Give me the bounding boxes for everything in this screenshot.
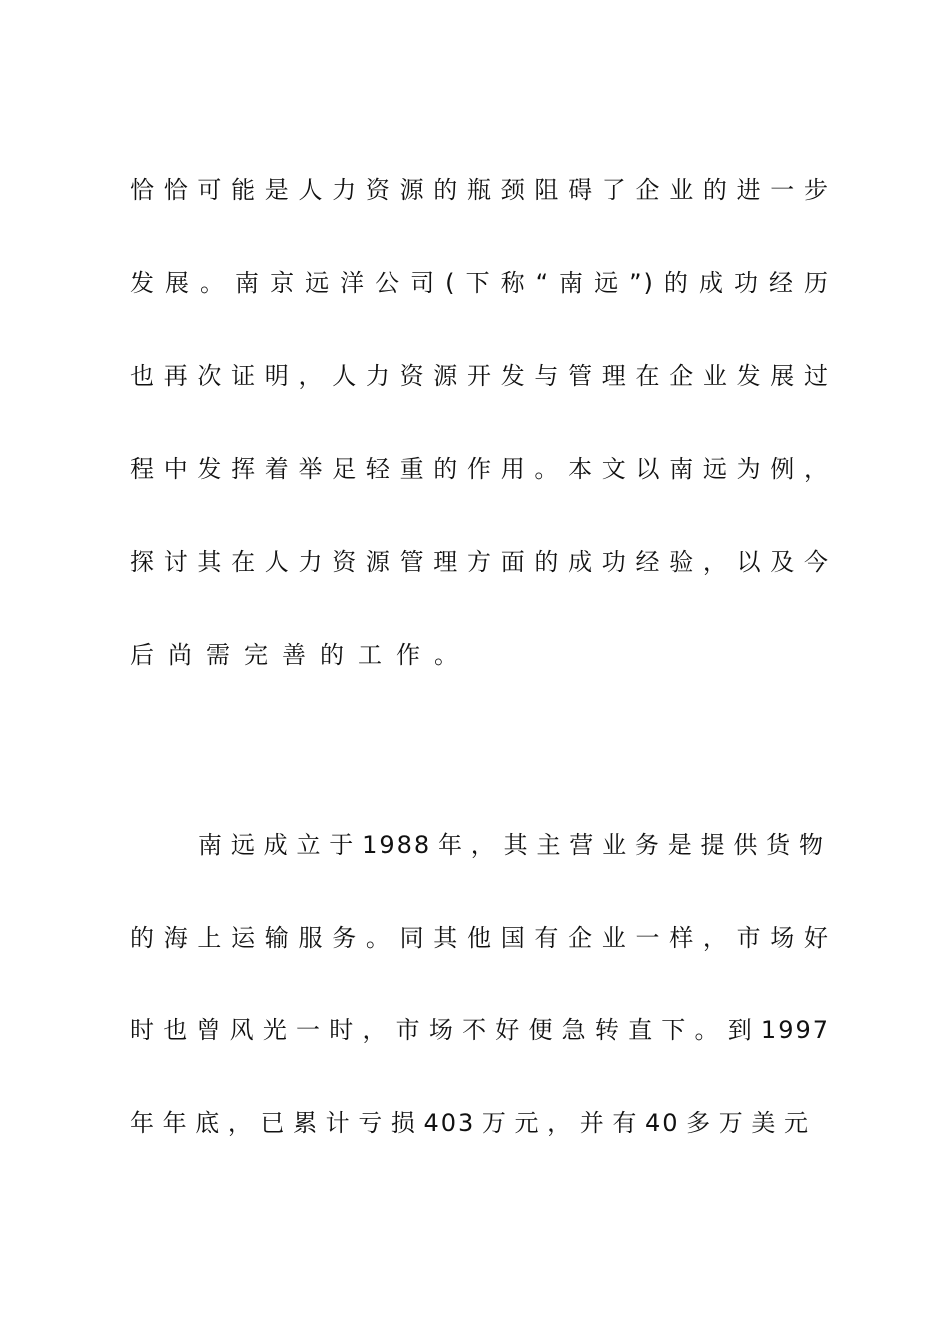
paragraph-1-line-5: 探讨其在人力资源管理方面的成功经验，以及今 xyxy=(130,548,830,576)
paragraph-1-line-6: 后尚需完善的工作。 xyxy=(130,641,472,669)
paragraph-1-line-2: 发展。南京远洋公司(下称“南远”)的成功经历 xyxy=(130,269,830,297)
paragraph-1-line-1: 恰恰可能是人力资源的瓶颈阻碍了企业的进一步 xyxy=(130,176,830,204)
paragraph-2-line-2: 的海上运输服务。同其他国有企业一样，市场好 xyxy=(130,924,830,952)
paragraph-2-line-1: 南远成立于1988年，其主营业务是提供货物 xyxy=(198,831,825,859)
paragraph-2-line-3: 时也曾风光一时，市场不好便急转直下。到1997 xyxy=(130,1016,830,1044)
paragraph-1-line-3: 也再次证明，人力资源开发与管理在企业发展过 xyxy=(130,362,830,390)
paragraph-2-line-4: 年年底，已累计亏损403万元，并有40多万美元 xyxy=(130,1109,810,1137)
paragraph-1-line-4: 程中发挥着举足轻重的作用。本文以南远为例， xyxy=(130,455,830,483)
